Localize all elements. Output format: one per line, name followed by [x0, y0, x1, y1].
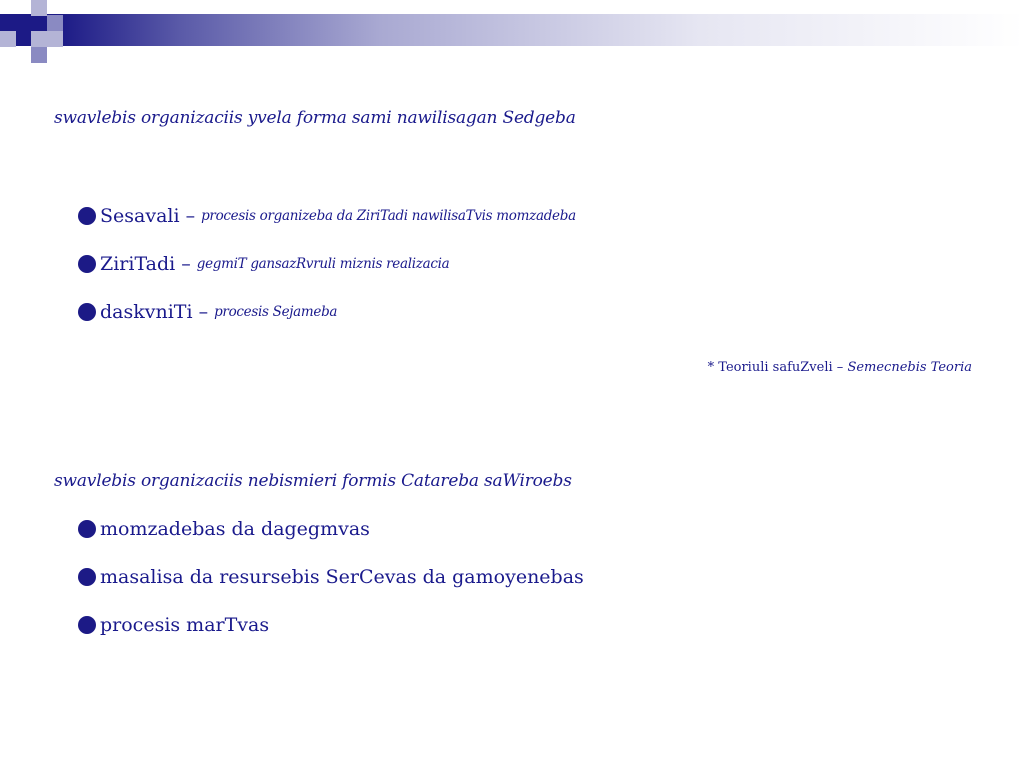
header-square-light	[47, 31, 63, 47]
list-item-label: masalisa da resursebis SerCevas da gamoyenebas	[100, 566, 584, 588]
header-gradient-band	[0, 14, 1024, 46]
list-item-label: daskvniTi –	[100, 301, 209, 323]
list-item-label: procesis marTvas	[100, 614, 270, 636]
section1-heading: swavlebis organizaciis yvela forma sami nawilisagan Sedgeba	[54, 108, 576, 128]
theory-note	[708, 360, 972, 375]
header-square-mid	[47, 15, 63, 31]
list-item-description: gegmiT gansazRvruli miznis realizacia	[196, 256, 450, 272]
list-item	[78, 564, 584, 590]
list-item	[78, 203, 576, 229]
list-item-description: procesis Sejameba	[214, 304, 338, 320]
bullet-dot-icon	[78, 303, 96, 321]
header-square-mid	[31, 47, 47, 63]
section2-heading: swavlebis organizaciis nebismieri formis Catareba saWiroebs	[54, 471, 572, 491]
bullet-dot-icon	[78, 616, 96, 634]
list-item	[78, 251, 449, 277]
list-item-description: procesis organizeba da ZiriTadi nawilisaTvis momzadeba	[201, 208, 576, 224]
theory-note-prefix: * Teoriuli safuZveli –	[707, 360, 844, 375]
list-item-label: Sesavali –	[100, 205, 196, 227]
list-item	[78, 612, 269, 638]
theory-note-italic: Semecnebis Teoria	[847, 360, 972, 375]
header-square-dark	[15, 15, 31, 31]
bullet-dot-icon	[78, 568, 96, 586]
header-square-light	[0, 31, 16, 47]
bullet-dot-icon	[78, 255, 96, 273]
list-item	[78, 299, 337, 325]
list-item	[78, 516, 370, 542]
header-square-light	[31, 0, 47, 16]
bullet-dot-icon	[78, 520, 96, 538]
header-square-light	[31, 31, 47, 47]
bullet-dot-icon	[78, 207, 96, 225]
list-item-label: ZiriTadi –	[100, 253, 191, 275]
list-item-label: momzadebas da dagegmvas	[100, 518, 370, 540]
